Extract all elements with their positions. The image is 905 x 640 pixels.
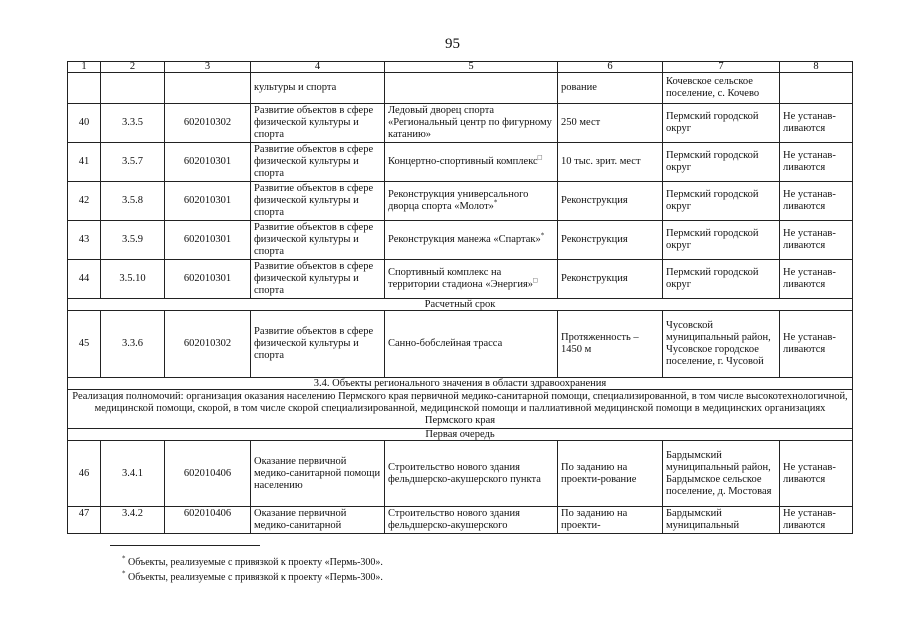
table-row: [68, 182, 853, 221]
section-title: 3.4. Объекты регионального значения в области здравоохранения: [68, 378, 853, 390]
cell-zones-text: Не устанав-ливаются: [783, 228, 836, 251]
cell-purpose: [251, 104, 385, 143]
cell-number-text: 41: [78, 156, 90, 167]
cell-kbk: 602010406: [165, 441, 251, 507]
cell-kbk: [165, 104, 251, 143]
cell-purpose: [251, 182, 385, 221]
table-row: [68, 260, 853, 299]
cell-capacity: [558, 143, 663, 182]
section-row-estimated: [68, 299, 853, 311]
cell-number-text: 43: [78, 234, 90, 245]
cell-capacity: Протяженность – 1450 м: [558, 311, 663, 378]
cell-number: [68, 221, 101, 260]
cell-location: [663, 182, 780, 221]
cell-code: 3.3.6: [101, 311, 165, 378]
cell-number: [68, 182, 101, 221]
cell-code: 3.4.1: [101, 441, 165, 507]
cell-kbk-text: 602010301: [183, 234, 232, 245]
cell-number: 45: [68, 311, 101, 378]
cell-code: 3.4.2: [101, 507, 165, 534]
cell-code-text: 3.5.10: [119, 273, 146, 284]
cell-code: [101, 143, 165, 182]
cell-purpose: культуры и спорта: [251, 73, 385, 104]
cell-object-text: Реконструкция манежа «Спартак»: [388, 234, 541, 245]
cell-purpose: [251, 221, 385, 260]
cell-code: [101, 104, 165, 143]
footnote-separator: [110, 545, 260, 546]
cell-kbk: [165, 260, 251, 299]
cell-object-text: Спортивный комплекс на территории стадиона «Энергия»: [388, 267, 534, 290]
cell-location: [663, 143, 780, 182]
cell-number-text: 44: [78, 273, 90, 284]
cell-location-text: Пермский городской округ: [666, 150, 759, 173]
table-row: [68, 104, 853, 143]
cell-empty: [385, 73, 558, 104]
column-number: 3: [165, 62, 251, 73]
cell-zones: [780, 104, 853, 143]
cell-code: [101, 221, 165, 260]
footnote-mark: *: [493, 198, 498, 207]
cell-purpose: [251, 143, 385, 182]
cell-purpose: Оказание первичной медико-санитарной помощи населению: [251, 441, 385, 507]
column-number: 7: [663, 62, 780, 73]
cell-capacity-text: 10 тыс. зрит. мест: [561, 156, 641, 167]
footnote-text: Объекты, реализуемые с привязкой к проекту «Пермь-300».: [128, 572, 383, 583]
cell-zones: [780, 182, 853, 221]
cell-number: [68, 260, 101, 299]
column-number: 2: [101, 62, 165, 73]
cell-code: [101, 260, 165, 299]
page-number: 95: [445, 36, 460, 52]
cell-number-text: 40: [78, 117, 90, 128]
cell-purpose: Оказание первичной медико-санитарной: [251, 507, 385, 534]
cell-empty: [780, 73, 853, 104]
cell-purpose: [251, 260, 385, 299]
cell-zones: [780, 221, 853, 260]
cell-location-text: Пермский городской округ: [666, 267, 759, 290]
column-numbers-row: [68, 62, 853, 73]
cell-object-text: Концертно-спортивный комплекс: [388, 156, 538, 167]
cell-number: [68, 143, 101, 182]
cell-capacity-text: 250 мест: [561, 117, 601, 128]
cell-zones: Не устанав-ливаются: [780, 507, 853, 534]
cell-kbk: [165, 221, 251, 260]
cell-code-text: 3.5.7: [122, 156, 143, 167]
cell-purpose-text: Развитие объектов в сфере физической культуры и спорта: [254, 183, 374, 218]
cell-object: [385, 260, 558, 299]
cell-zones: [780, 260, 853, 299]
cell-kbk-text: 602010301: [183, 156, 232, 167]
cell-number: [68, 104, 101, 143]
cell-kbk: [165, 143, 251, 182]
cell-capacity: [558, 182, 663, 221]
cell-kbk: [165, 182, 251, 221]
cell-location-text: Пермский городской округ: [666, 228, 759, 251]
table-row-45: [68, 311, 853, 378]
cell-purpose-text: Развитие объектов в сфере физической культуры и спорта: [254, 222, 374, 257]
cell-location: [663, 260, 780, 299]
cell-number: 47: [68, 507, 101, 534]
cell-object: [385, 182, 558, 221]
cell-purpose-text: Развитие объектов в сфере физической культуры и спорта: [254, 144, 374, 179]
column-number: 6: [558, 62, 663, 73]
cell-object: Строительство нового здания фельдшерско-акушерского пункта: [385, 441, 558, 507]
table-row-47: [68, 507, 853, 534]
cell-object: Строительство нового здания фельдшерско-акушерского: [385, 507, 558, 534]
cell-object: [385, 104, 558, 143]
section-description-row: [68, 390, 853, 429]
cell-capacity: По заданию на проекти-: [558, 507, 663, 534]
cell-capacity-text: Реконструкция: [561, 273, 628, 284]
cell-purpose-text: Развитие объектов в сфере физической культуры и спорта: [254, 105, 374, 140]
cell-capacity: По заданию на проекти-рование: [558, 441, 663, 507]
footnote-mark: *: [122, 569, 126, 578]
cell-zones-text: Не устанав-ливаются: [783, 189, 836, 212]
cell-capacity-text: Реконструкция: [561, 234, 628, 245]
cell-object: Санно-бобслейная трасса: [385, 311, 558, 378]
section-row-first: [68, 429, 853, 441]
cell-location: Бардымский муниципальный район, Бардымское сельское поселение, д. Мостовая: [663, 441, 780, 507]
cell-location: Чусовской муниципальный район, Чусовское городское поселение, г. Чусовой: [663, 311, 780, 378]
cell-kbk-text: 602010301: [183, 195, 232, 206]
cell-capacity: [558, 221, 663, 260]
cell-location: Бардымский муниципальный: [663, 507, 780, 534]
cell-object-text: Ледовый дворец спорта «Региональный центр по фигурному катанию»: [388, 105, 552, 140]
cell-kbk: 602010302: [165, 311, 251, 378]
cell-capacity-text: Реконструкция: [561, 195, 628, 206]
section-title: Расчетный срок: [68, 299, 853, 311]
table-row: [68, 221, 853, 260]
cell-zones: Не устанав-ливаются: [780, 441, 853, 507]
cell-kbk-text: 602010302: [183, 117, 232, 128]
section-row-health: [68, 378, 853, 390]
cell-code: [101, 182, 165, 221]
cell-purpose: Развитие объектов в сфере физической культуры и спорта: [251, 311, 385, 378]
cell-location: Кочевское сельское поселение, с. Кочево: [663, 73, 780, 104]
cell-empty: [165, 73, 251, 104]
cell-capacity: [558, 104, 663, 143]
section-title: Первая очередь: [68, 429, 853, 441]
cell-code-text: 3.5.8: [122, 195, 143, 206]
cell-empty: [101, 73, 165, 104]
cell-capacity: [558, 260, 663, 299]
cell-empty: [68, 73, 101, 104]
cell-kbk-text: 602010301: [183, 273, 232, 284]
cell-object-text: Реконструкция универсального дворца спорта «Молот»: [388, 189, 529, 212]
cell-purpose-text: Развитие объектов в сфере физической культуры и спорта: [254, 261, 374, 296]
cell-code-text: 3.3.5: [122, 117, 143, 128]
cell-kbk: 602010406: [165, 507, 251, 534]
cell-code-text: 3.5.9: [122, 234, 143, 245]
column-number: 5: [385, 62, 558, 73]
cell-location: [663, 221, 780, 260]
footnote-mark: □: [537, 153, 542, 162]
column-number: 4: [251, 62, 385, 73]
footnote-text: Объекты, реализуемые с привязкой к проекту «Пермь-300».: [128, 557, 383, 568]
footnote: [122, 554, 383, 568]
cell-number-text: 42: [78, 195, 90, 206]
cell-number: 46: [68, 441, 101, 507]
cell-object: [385, 221, 558, 260]
footnote-mark: *: [540, 231, 545, 240]
objects-table: [67, 61, 853, 534]
cell-object: [385, 143, 558, 182]
footnote-mark: □: [533, 276, 538, 285]
cell-location-text: Пермский городской округ: [666, 111, 759, 134]
cell-location: [663, 104, 780, 143]
cell-location-text: Пермский городской округ: [666, 189, 759, 212]
continued-row: [68, 73, 853, 104]
cell-zones: [780, 143, 853, 182]
column-number: 8: [780, 62, 853, 73]
cell-zones-text: Не устанав-ливаются: [783, 267, 836, 290]
table-row-46: [68, 441, 853, 507]
footnote-mark: *: [122, 554, 126, 563]
footnote: [122, 569, 383, 583]
cell-zones-text: Не устанав-ливаются: [783, 150, 836, 173]
cell-capacity: рование: [558, 73, 663, 104]
table-row: [68, 143, 853, 182]
section-description: Реализация полномочий: организация оказания населению Пермского края первичной медико-санитарной помощи, специализированной, в том числе высокотехнологичной, медицинской помощи, скорой, в том числе скорой специализированной, медицинской помощи и паллиативной медицинской помощи в медицинских организациях Пермского края: [68, 390, 853, 429]
column-number: 1: [68, 62, 101, 73]
cell-zones: Не устанав-ливаются: [780, 311, 853, 378]
cell-zones-text: Не устанав-ливаются: [783, 111, 836, 134]
